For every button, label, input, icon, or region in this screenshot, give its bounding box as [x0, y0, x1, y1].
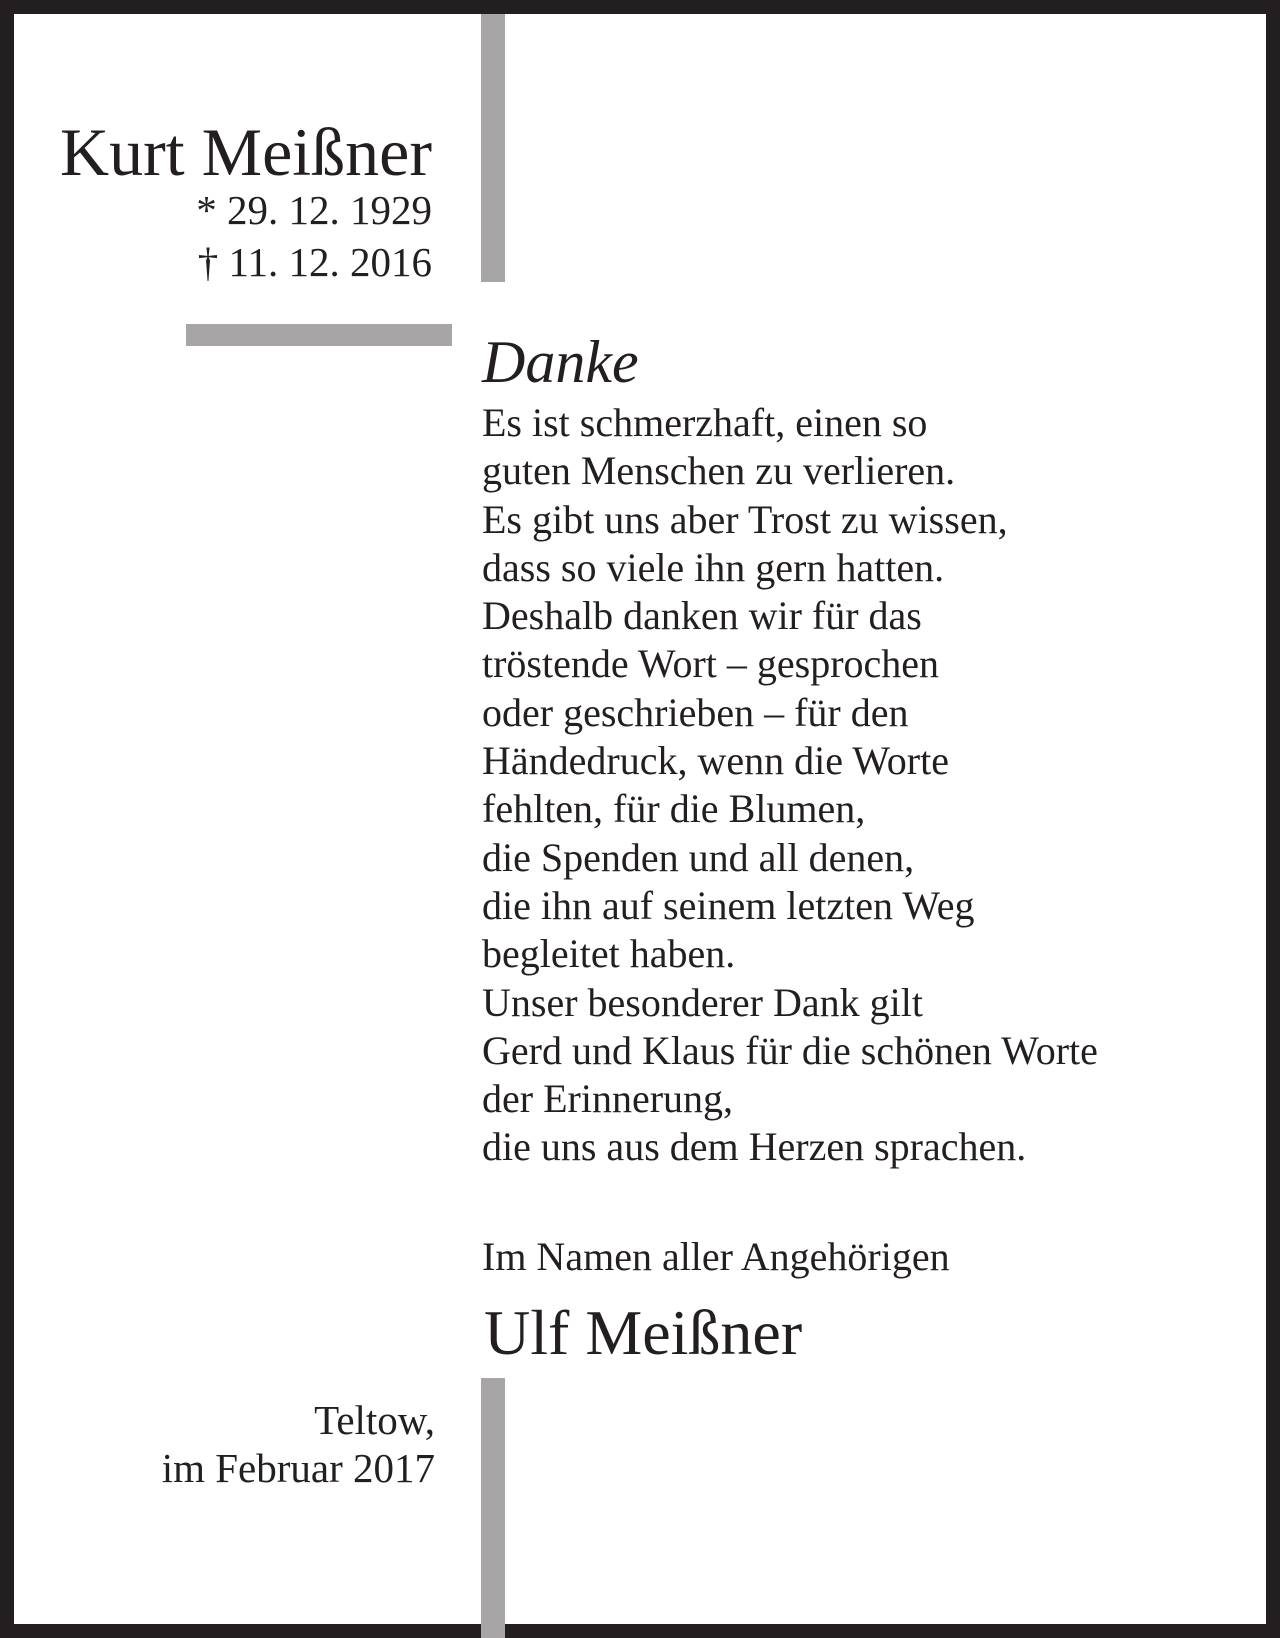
- message-body: [482, 399, 1098, 1172]
- on-behalf-line: Im Namen aller Angehörigen: [482, 1234, 950, 1279]
- place-city: Teltow,: [314, 1397, 435, 1443]
- message-line: tröstende Wort – gesprochen: [482, 641, 940, 687]
- message-line: die Spenden und all denen,: [482, 834, 915, 880]
- cross-bar-top: [481, 14, 505, 282]
- message-line: der Erinnerung,: [482, 1076, 734, 1122]
- message-line: die uns aus dem Herzen sprachen.: [482, 1124, 1027, 1170]
- message-line: Gerd und Klaus für die schönen Worte: [482, 1027, 1098, 1073]
- message-line: Unser besonderer Dank gilt: [482, 979, 923, 1025]
- message-line: Es ist schmerzhaft, einen so: [482, 400, 928, 445]
- death-date: † 11. 12. 2016: [197, 239, 432, 285]
- cross-bar-bottom: [481, 1378, 505, 1638]
- deceased-name: Kurt Meißner: [59, 114, 432, 190]
- cross-bar-horizontal: [186, 324, 452, 346]
- message-line: die ihn auf seinem letzten Weg: [482, 882, 975, 928]
- message-line: begleitet haben.: [482, 931, 736, 977]
- place-date: im Februar 2017: [161, 1445, 435, 1491]
- message-line: Deshalb danken wir für das: [482, 593, 922, 639]
- message-line: Händedruck, wenn die Worte: [482, 738, 949, 784]
- message-line: guten Menschen zu verlieren.: [482, 448, 956, 494]
- signer-name: Ulf Meißner: [484, 1297, 803, 1368]
- message-line: fehlten, für die Blumen,: [482, 786, 866, 832]
- message-line: dass so viele ihn gern hatten.: [482, 544, 945, 590]
- message-line: Es gibt uns aber Trost zu wissen,: [482, 496, 1008, 542]
- message-heading: Danke: [482, 329, 639, 395]
- birth-date: * 29. 12. 1929: [196, 187, 432, 233]
- message-line: oder geschrieben – für den: [482, 689, 909, 735]
